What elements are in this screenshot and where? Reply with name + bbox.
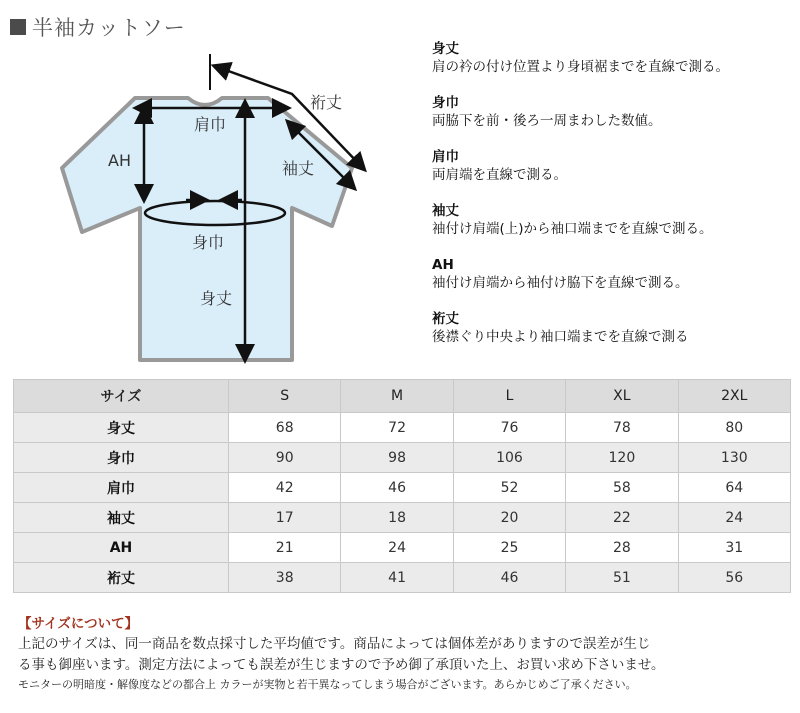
page-header [10,12,186,42]
table-cell: 24 [678,503,790,533]
row-label: AH [14,533,229,563]
definition-desc: 両肩端を直線で測る。 [432,167,567,183]
table-row [14,413,791,443]
table-cell: 46 [341,473,453,503]
table-cell: 24 [341,533,453,563]
row-label: 身巾 [14,443,229,473]
notes-title: 【サイズについて】 [18,616,139,632]
table-cell: 28 [566,533,678,563]
definition-desc: 袖付け肩端(上)から袖口端までを直線で測る。 [432,221,713,237]
header-cell-2xl: 2XL [678,380,790,413]
table-cell: 64 [678,473,790,503]
notes-line-3: モニターの明暗度・解像度などの都合上 カラーが実物と若干異なってしまう場合がございます。あらかじめご了承ください。 [18,678,637,691]
definition-desc: 袖付け肩端から袖付け脇下を直線で測る。 [432,275,689,291]
notes-line-1: 上記のサイズは、同一商品を数点採寸した平均値です。商品によっては個体差がありますので誤差が生じ [18,636,651,652]
table-cell: 31 [678,533,790,563]
size-table-header-row [14,380,791,413]
table-cell: 42 [229,473,341,503]
table-cell: 98 [341,443,453,473]
measurement-definitions [432,40,792,364]
table-cell: 78 [566,413,678,443]
row-label: 袖丈 [14,503,229,533]
table-cell: 25 [453,533,565,563]
table-cell: 51 [566,563,678,593]
header-cell-s: S [229,380,341,413]
page-title: 半袖カットソー [32,16,186,40]
label-mitake: 身丈 [200,289,233,308]
row-label: 裄丈 [14,563,229,593]
table-cell: 17 [229,503,341,533]
table-cell: 18 [341,503,453,533]
header-cell-size: サイズ [14,380,229,413]
table-row [14,473,791,503]
table-cell: 58 [566,473,678,503]
tshirt-shape [62,98,352,360]
header-cell-m: M [341,380,453,413]
table-cell: 22 [566,503,678,533]
label-katahaba: 肩巾 [194,115,227,134]
header-square-icon [10,19,26,35]
notes-line-2: る事も御座います。測定方法によっても誤差が生じますので予め御了承頂いた上、お買い求め下さいませ。 [18,657,665,673]
table-cell: 72 [341,413,453,443]
table-cell: 106 [453,443,565,473]
tshirt-measurement-diagram [60,50,410,370]
table-cell: 130 [678,443,790,473]
table-cell: 52 [453,473,565,503]
definition-desc: 両脇下を前・後ろ一周まわした数値。 [432,113,662,129]
definition-mitake [432,40,792,77]
definition-desc: 肩の衿の付け位置より身頃裾までを直線で測る。 [432,59,729,75]
definition-term: 袖丈 [432,203,459,219]
table-row [14,563,791,593]
label-ah: AH [108,151,131,170]
table-cell: 80 [678,413,790,443]
definition-term: 身丈 [432,41,459,57]
row-label: 肩巾 [14,473,229,503]
label-sodetake: 袖丈 [282,159,315,178]
definition-katahaba [432,148,792,185]
table-cell: 68 [229,413,341,443]
table-cell: 120 [566,443,678,473]
definition-term: AH [432,257,454,273]
table-cell: 90 [229,443,341,473]
tshirt-svg [60,50,410,370]
table-cell: 21 [229,533,341,563]
size-table [13,379,791,593]
header-cell-l: L [453,380,565,413]
definition-ah [432,256,792,293]
definition-term: 身巾 [432,95,459,111]
table-row [14,443,791,473]
label-mihaba: 身巾 [192,233,225,252]
table-cell: 38 [229,563,341,593]
label-yuki: 裄丈 [310,93,343,112]
header-cell-xl: XL [566,380,678,413]
definition-term: 肩巾 [432,149,459,165]
definition-desc: 後襟ぐり中央より袖口端までを直線で測る [432,329,689,345]
table-row [14,503,791,533]
table-cell: 46 [453,563,565,593]
table-cell: 56 [678,563,790,593]
definition-yuki [432,310,792,347]
table-cell: 76 [453,413,565,443]
definition-mihaba [432,94,792,131]
table-cell: 20 [453,503,565,533]
table-row [14,533,791,563]
row-label: 身丈 [14,413,229,443]
table-cell: 41 [341,563,453,593]
size-notes [18,612,793,694]
definition-sodetake [432,202,792,239]
definition-term: 裄丈 [432,311,459,327]
